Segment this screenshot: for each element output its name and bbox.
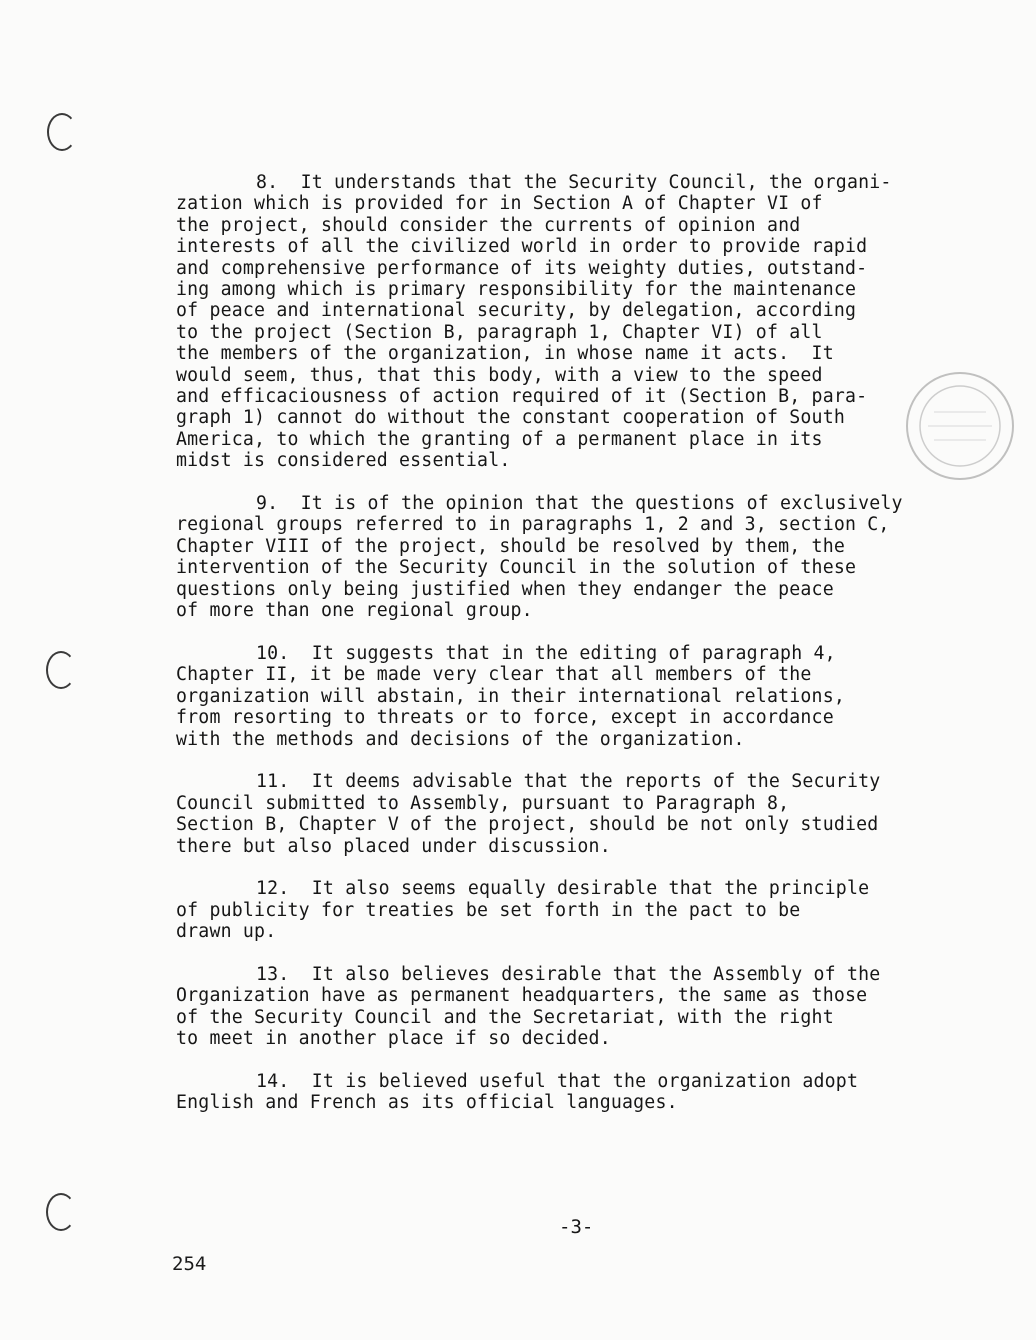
paragraph-first-line: [176, 878, 1006, 899]
paragraph-line: Chapter VIII of the project, should be resolved by them, the: [176, 535, 845, 557]
paragraph-line: graph 1) cannot do without the constant cooperation of South: [176, 407, 845, 429]
paragraph-line: the project, should consider the currents of opinion and: [176, 214, 801, 236]
paragraph-line: to the project (Section B, paragraph 1, Chapter VI) of all: [176, 321, 823, 343]
paragraph-line: Chapter II, it be made very clear that all members of the: [176, 664, 812, 686]
paragraph-line: Council submitted to Assembly, pursuant to Paragraph 8,: [176, 792, 790, 814]
paragraph: [176, 643, 1006, 750]
paragraph-text: It is of the opinion that the questions of exclusively: [278, 493, 903, 515]
document-number: 254: [172, 1253, 207, 1275]
binder-hole: [46, 651, 76, 689]
paragraph-line: would seem, thus, that this body, with a view to the speed: [176, 364, 823, 386]
paragraph-line: English and French as its official languages.: [176, 1092, 678, 1114]
paragraph-number: 13.: [256, 963, 290, 985]
paragraph-number: 10.: [256, 642, 290, 664]
paragraph: [176, 878, 1006, 942]
paragraph-line: Organization have as permanent headquarters, the same as those: [176, 985, 868, 1007]
paragraph-line: with the methods and decisions of the organization.: [176, 728, 745, 750]
paragraph-number: 14.: [256, 1070, 290, 1092]
paragraph-line: of the Security Council and the Secretariat, with the right: [176, 1006, 834, 1028]
paragraph-first-line: [176, 1071, 1006, 1092]
paragraph-line: organization will abstain, in their international relations,: [176, 685, 845, 707]
paragraph-line: ing among which is primary responsibility for the maintenance: [176, 279, 857, 301]
paragraph-first-line: [176, 771, 1006, 792]
paragraph: [176, 1071, 1006, 1114]
paragraph-first-line: [176, 964, 1006, 985]
paragraph-line: zation which is provided for in Section A of Chapter VI of: [176, 193, 823, 215]
paragraph-text: It deems advisable that the reports of the Security: [289, 771, 881, 793]
paragraph-text: It also seems equally desirable that the principle: [289, 878, 870, 900]
paragraph-line: America, to which the granting of a permanent place in its: [176, 428, 823, 450]
paragraph-text: It suggests that in the editing of paragraph 4,: [289, 642, 836, 664]
paragraph-text: It is believed useful that the organization adopt: [289, 1070, 859, 1092]
paragraph-number: 11.: [256, 771, 290, 793]
paragraph-text: It also believes desirable that the Assembly of the: [289, 963, 881, 985]
paragraph: [176, 493, 1006, 621]
binder-hole: [46, 1193, 76, 1231]
paragraph-line: drawn up.: [176, 921, 277, 943]
paragraph: [176, 771, 1006, 857]
paragraph-line: interests of all the civilized world in order to provide rapid: [176, 236, 868, 258]
paragraph-line: of more than one regional group.: [176, 600, 533, 622]
paragraph-line: from resorting to threats or to force, except in accordance: [176, 707, 834, 729]
paragraph-line: there but also placed under discussion.: [176, 835, 611, 857]
paragraph-number: 12.: [256, 878, 290, 900]
paragraph: [176, 964, 1006, 1050]
paragraph-first-line: [176, 172, 1006, 193]
paragraph-line: of publicity for treaties be set forth in the pact to be: [176, 899, 801, 921]
document-body: [176, 172, 1006, 1135]
paragraph-text: It understands that the Security Council, the organi-: [278, 172, 892, 193]
paragraph-line: to meet in another place if so decided.: [176, 1028, 611, 1050]
paragraph-line: the members of the organization, in whose name it acts. It: [176, 343, 834, 365]
paragraph-line: intervention of the Security Council in the solution of these: [176, 557, 857, 579]
page-number: -3-: [559, 1216, 594, 1238]
paragraph-line: and efficaciousness of action required of it (Section B, para-: [176, 386, 868, 408]
paragraph-line: midst is considered essential.: [176, 450, 511, 472]
paragraph-number: 9.: [256, 493, 279, 515]
paragraph-number: 8.: [256, 172, 279, 193]
paragraph-line: and comprehensive performance of its weighty duties, outstand-: [176, 257, 868, 279]
paragraph-first-line: [176, 643, 1006, 664]
paragraph-line: Section B, Chapter V of the project, should be not only studied: [176, 814, 879, 836]
binder-hole: [47, 113, 77, 151]
paragraph-first-line: [176, 493, 1006, 514]
paragraph: [176, 172, 1006, 472]
paragraph-line: questions only being justified when they endanger the peace: [176, 578, 834, 600]
paragraph-line: regional groups referred to in paragraphs 1, 2 and 3, section C,: [176, 514, 890, 536]
paragraph-line: of peace and international security, by delegation, according: [176, 300, 857, 322]
